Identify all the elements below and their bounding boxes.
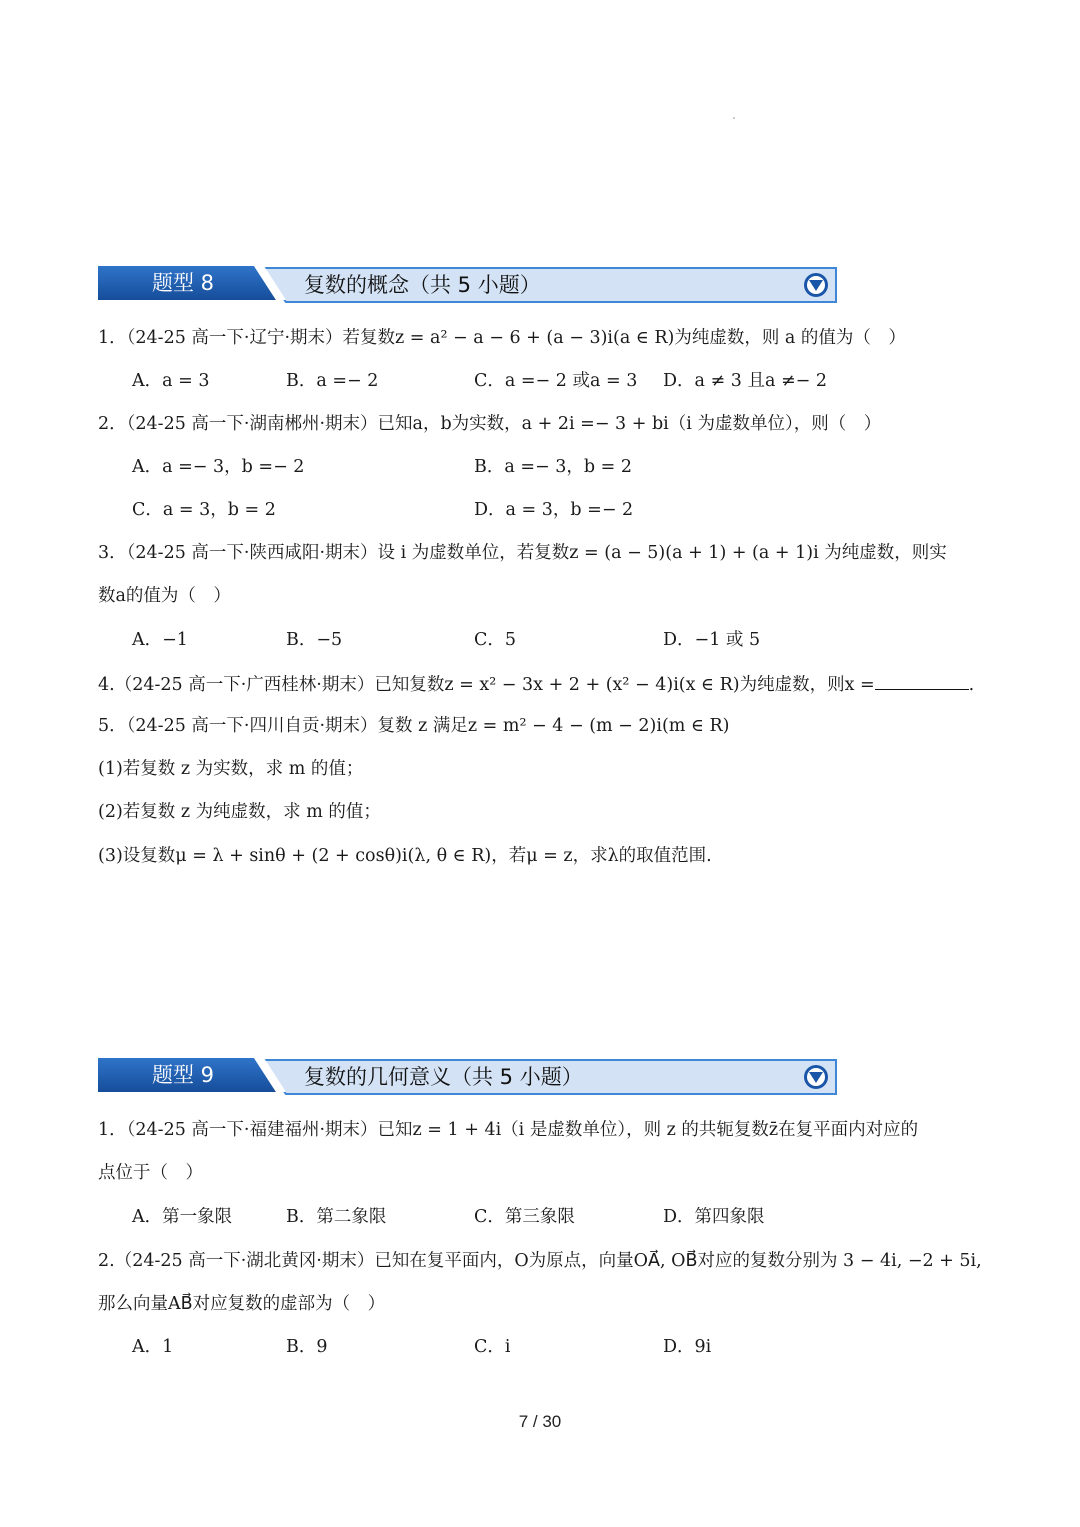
question-8-2: 2．（24-25 高一下·湖南郴州·期末）已知a，b为实数，a + 2i =− 3 + bi（i 为虚数单位），则（ ） [98,414,882,434]
option-d: D．a = 3，b =− 2 [474,500,634,520]
option-d: D．−1 或 5 [663,630,761,650]
option-b: B．−5 [286,630,343,650]
section-title: 复数的概念（共 5 小题） [304,273,541,297]
option-a: A．第一象限 [132,1207,233,1227]
option-c: C．第三象限 [474,1207,575,1227]
option-c: C．a = 3，b = 2 [132,500,276,520]
type-label: 题型 9 [151,1063,215,1087]
answer-blank [875,671,969,690]
section-banner-8 [98,266,838,304]
section-banner-9 [98,1058,838,1096]
option-a: A．a = 3 [132,371,210,391]
section-title: 复数的几何意义（共 5 小题） [304,1065,583,1089]
question-8-5-part3: (3)设复数μ = λ + sinθ + (2 + cosθ)i(λ, θ ∈ R)，若μ = z，求λ的取值范围. [98,846,712,866]
question-8-5-part1: (1)若复数 z 为实数，求 m 的值； [98,759,364,779]
speck [733,117,735,119]
question-8-1: 1．（24-25 高一下·辽宁·期末）若复数z = a² − a − 6 + (a − 3)i(a ∈ R)为纯虚数，则 a 的值为（ ） [98,328,906,348]
option-d: D．a ≠ 3 且a ≠− 2 [663,371,827,391]
option-d: D．9i [663,1337,712,1357]
question-9-1-line2: 点位于（ ） [98,1163,203,1183]
option-c: C．i [474,1337,511,1357]
option-b: B．a =− 3，b = 2 [474,457,633,477]
question-8-5-part2: (2)若复数 z 为纯虚数，求 m 的值； [98,802,381,822]
question-8-5: 5．（24-25 高一下·四川自贡·期末）复数 z 满足z = m² − 4 − (m − 2)i(m ∈ R) [98,716,730,736]
option-c: C．5 [474,630,517,650]
type-label: 题型 8 [151,271,215,295]
period: . [968,675,975,695]
question-9-1-line1: 1．（24-25 高一下·福建福州·期末）已知z = 1 + 4i（i 是虚数单位），则 z 的共轭复数z̄在复平面内对应的 [98,1120,919,1140]
option-a: A．1 [132,1337,174,1357]
question-9-2-line2: 那么向量AB⃗对应复数的虚部为（ ） [98,1294,386,1314]
option-b: B．a =− 2 [286,371,379,391]
option-b: B．第二象限 [286,1207,387,1227]
question-text: 4.（24-25 高一下·广西桂林·期末）已知复数z = x² − 3x + 2 + (x² − 4)i(x ∈ R)为纯虚数，则x = [98,675,875,695]
option-a: A．a =− 3，b =− 2 [132,457,305,477]
page-number: 7 / 30 [518,1412,562,1431]
option-a: A．−1 [132,630,188,650]
question-8-3-line1: 3．（24-25 高一下·陕西咸阳·期末）设 i 为虚数单位，若复数z = (a − 5)(a + 1) + (a + 1)i 为纯虚数，则实 [98,543,947,563]
option-c: C．a =− 2 或a = 3 [474,371,638,391]
question-8-3-line2: 数a的值为（ ） [98,586,231,606]
question-8-4 [98,671,974,697]
option-d: D．第四象限 [663,1207,765,1227]
option-b: B．9 [286,1337,328,1357]
question-9-2-line1: 2.（24-25 高一下·湖北黄冈·期末）已知在复平面内，O为原点，向量OA⃗, OB⃗对应的复数分别为 3 − 4i, −2 + 5i, [98,1251,982,1271]
